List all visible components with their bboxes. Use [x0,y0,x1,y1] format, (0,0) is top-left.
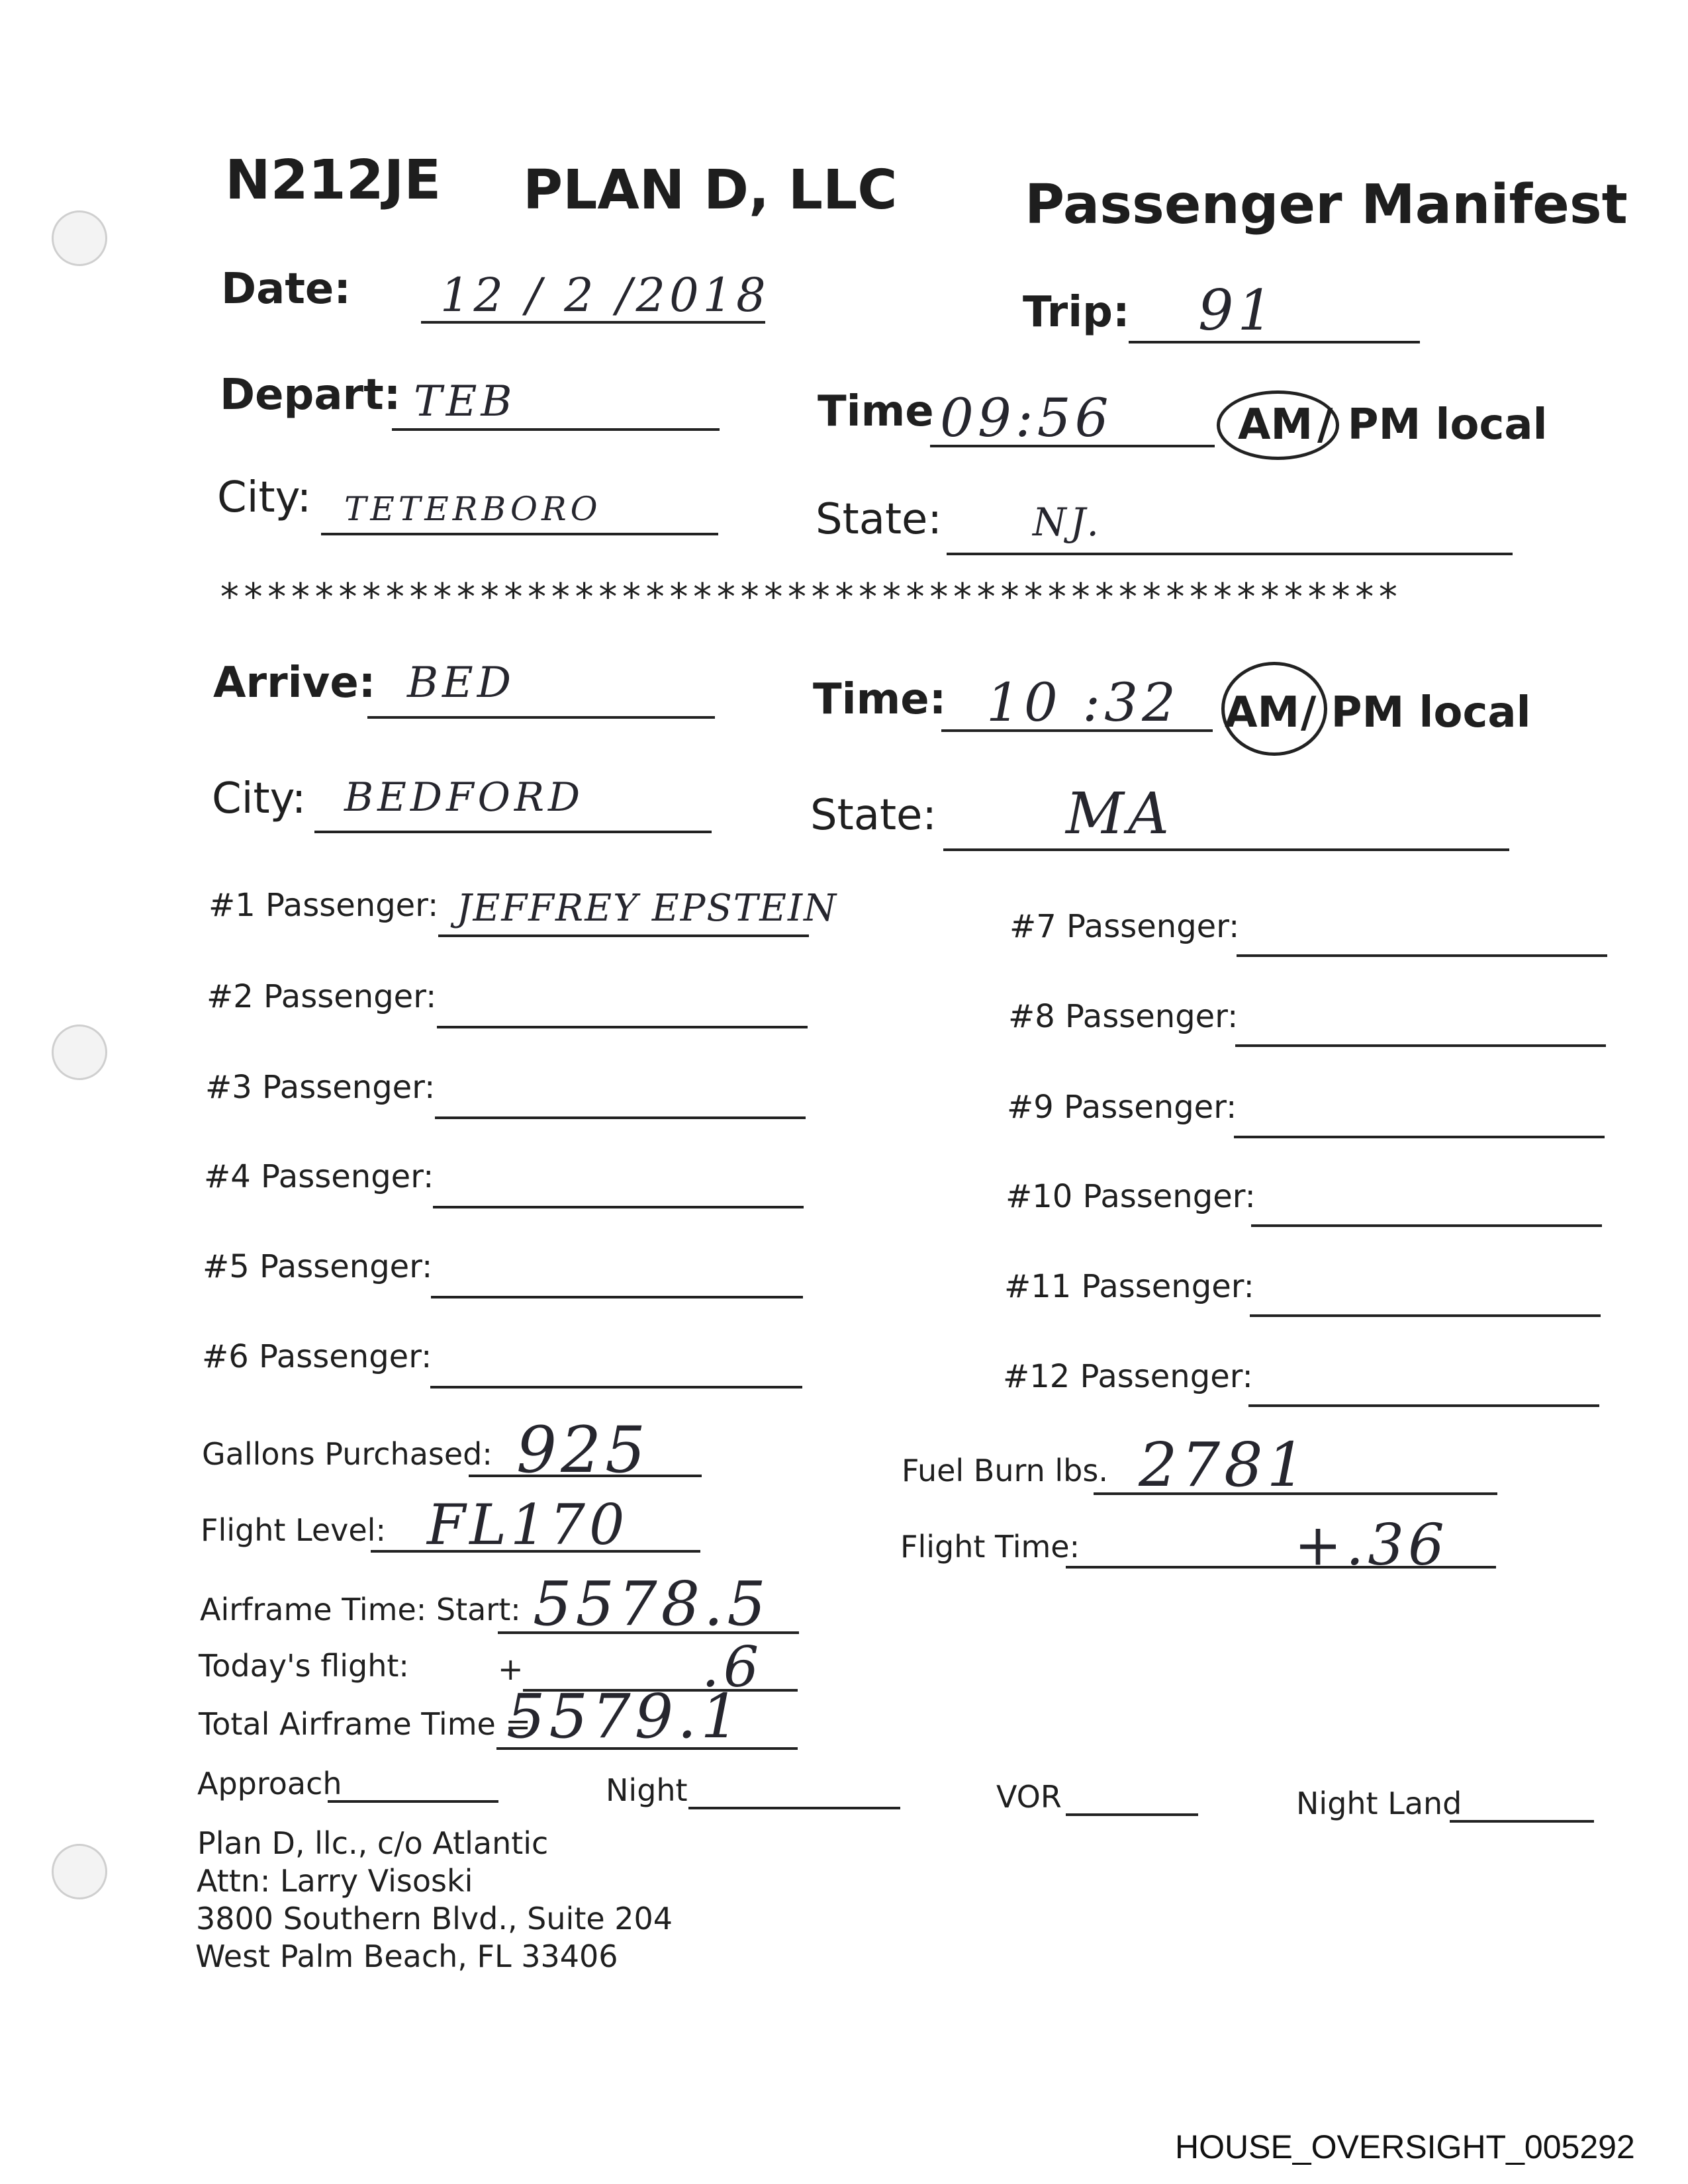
todays-flight-label: Today's flight: [199,1648,409,1684]
passenger-line [1250,1314,1601,1317]
address-line: West Palm Beach, FL 33406 [195,1938,618,1974]
trip-line [1129,341,1420,343]
passenger-label: #1 Passenger: [209,887,439,924]
arrive-time-value: 10 :32 [986,672,1180,733]
depart-state-value: NJ. [1033,500,1103,545]
todays-flight-plus: + [498,1651,524,1687]
passenger-label: #2 Passenger: [207,978,437,1015]
address-line: Plan D, llc., c/o Atlantic [197,1825,549,1861]
flight-level-line [371,1550,700,1553]
flight-level-value: FL170 [427,1492,629,1557]
arrive-am: AM [1225,688,1300,737]
approach-label: Approach [197,1766,342,1801]
flight-time-label: Flight Time: [900,1529,1080,1565]
arrive-line [367,716,715,719]
passenger-label: #12 Passenger: [1003,1358,1253,1395]
depart-pm-local: / PM local [1317,400,1548,449]
trip-value: 91 [1198,278,1277,343]
passenger-label: #6 Passenger: [202,1338,432,1375]
date-value: 12 / 2 /2018 [440,268,770,322]
passenger-label: #8 Passenger: [1008,998,1239,1035]
depart-state-line [947,553,1513,555]
flight-time-value: +.36 [1294,1512,1448,1578]
passenger-line [1237,954,1607,957]
binder-hole [52,1024,107,1080]
airframe-start-label: Airframe Time: Start: [200,1592,521,1627]
passenger-line [1234,1136,1605,1138]
passenger-line [1251,1224,1602,1227]
passenger-line [437,1026,808,1028]
total-airframe-value: 5579.1 [506,1681,743,1752]
arrive-city-label: City: [212,774,306,823]
arrive-time-line [941,729,1213,732]
vor-label: VOR [996,1779,1062,1815]
depart-am: AM [1238,400,1313,449]
company-name: PLAN D, LLC [523,159,898,222]
vor-line [1066,1813,1198,1816]
gallons-line [469,1475,702,1477]
fuel-burn-value: 2781 [1139,1430,1310,1500]
gallons-value: 925 [516,1413,650,1487]
depart-label: Depart: [220,371,401,420]
fuel-burn-label: Fuel Burn lbs. [902,1453,1108,1488]
airframe-start-value: 5578.5 [533,1569,770,1639]
trip-label: Trip: [1023,288,1130,337]
passenger-line [430,1386,802,1388]
depart-city-label: City: [217,473,312,522]
tail-number: N212JE [225,149,442,212]
passenger-line [431,1296,803,1298]
depart-time-label: Time [818,387,934,436]
total-airframe-label: Total Airframe Time = [199,1706,531,1742]
passenger-label: #3 Passenger: [205,1069,436,1106]
address-line: 3800 Southern Blvd., Suite 204 [196,1901,673,1936]
flight-level-label: Flight Level: [201,1512,386,1548]
arrive-time-label: Time: [813,675,947,724]
passenger-line [1235,1044,1606,1047]
airframe-start-line [498,1631,799,1634]
address-line: Attn: Larry Visoski [197,1863,473,1899]
depart-state-label: State: [816,495,942,544]
depart-value: TEB [414,377,516,426]
fuel-burn-line [1094,1492,1497,1495]
arrive-label: Arrive: [213,659,376,707]
passenger-label: #5 Passenger: [203,1248,433,1285]
passenger-value: JEFFREY EPSTEIN [457,887,838,930]
arrive-pm-local: / PM local [1301,688,1531,737]
date-label: Date: [221,265,351,314]
approach-line [328,1800,498,1803]
passenger-label: #7 Passenger: [1009,908,1240,945]
depart-line [392,428,720,431]
depart-time-line [930,445,1215,447]
binder-hole [52,1844,107,1899]
night-label: Night [606,1772,688,1808]
arrive-value: BED [407,659,516,707]
passenger-label: #4 Passenger: [204,1158,434,1195]
arrive-state-value: MA [1066,781,1174,847]
binder-hole [52,210,107,266]
arrive-state-line [943,848,1509,851]
passenger-line [1248,1404,1599,1407]
night-land-line [1450,1820,1594,1823]
night-line [688,1807,900,1809]
divider-stars: ************************************************** [218,576,1401,619]
night-land-label: Night Land [1296,1786,1462,1821]
passenger-label: #10 Passenger: [1006,1178,1256,1215]
gallons-label: Gallons Purchased: [202,1436,492,1472]
arrive-city-value: BEDFORD [344,774,585,821]
passenger-line [435,1116,806,1119]
depart-city-value: TETERBORO [344,490,602,528]
passenger-line [438,934,809,937]
depart-city-line [321,533,718,535]
todays-flight-value: .6 [702,1635,763,1700]
date-line [421,321,765,324]
arrive-state-label: State: [810,791,937,840]
depart-time-value: 09:56 [940,387,1113,449]
total-airframe-line [496,1747,798,1750]
passenger-label: #9 Passenger: [1007,1089,1237,1126]
page-title: Passenger Manifest [1025,173,1628,236]
passenger-label: #11 Passenger: [1004,1268,1254,1305]
arrive-city-line [314,831,712,833]
passenger-line [433,1206,804,1208]
document-id: HOUSE_OVERSIGHT_005292 [1175,2128,1635,2165]
